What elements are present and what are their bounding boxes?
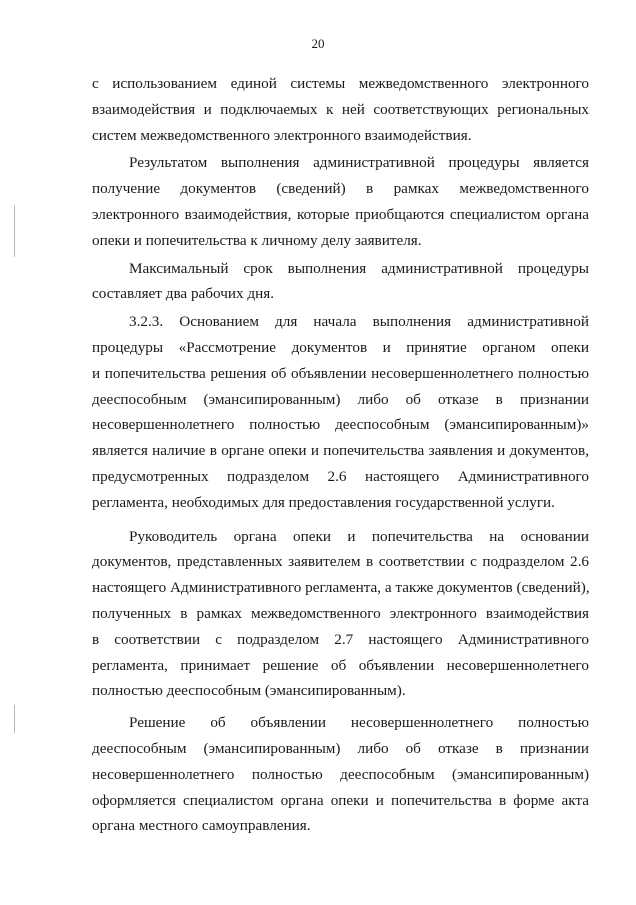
text-line: дееспособным (эмансипированным) либо об отказе в признании [92,390,589,408]
text-line: процедуры «Рассмотрение документов и принятие органом опеки [92,338,589,356]
text-line: Результатом выполнения административной процедуры является [129,154,589,172]
text-line: регламента, необходимых для предоставления государственной услуги. [92,493,555,511]
text-line: получение документов (сведений) в рамках межведомственного [92,180,589,198]
text-line: Максимальный срок выполнения административной процедуры [129,259,589,277]
text-line: несовершеннолетнего полностью дееспособным (эмансипированным) [92,765,589,783]
text-line: опеки и попечительства к личному делу заявителя. [92,231,422,249]
text-line: несовершеннолетнего полностью дееспособным (эмансипированным)» [92,416,589,434]
text-line: Решение об объявлении несовершеннолетнего полностью [129,714,589,732]
text-line: настоящего Административного регламента, а также документов (сведений), [92,579,590,597]
text-line: документов, представленных заявителем в соответствии с подразделом 2.6 [92,553,589,571]
paragraph [92,71,589,148]
text-line: взаимодействия и подключаемых к ней соответствующих региональных [92,100,589,118]
text-line: в соответствии с подразделом 2.7 настоящего Административного [92,630,589,648]
text-line: является наличие в органе опеки и попечительства заявления и документов, [92,442,589,460]
paragraph [92,710,589,839]
paragraph [92,524,589,705]
text-line: дееспособным (эмансипированным) либо об отказе в признании [92,739,589,757]
document-body [92,71,589,839]
text-line: и попечительства решения об объявлении несовершеннолетнего полностью [92,364,589,382]
paragraph [92,256,589,308]
text-line: с использованием единой системы межведомственного электронного [92,75,589,92]
text-line: оформляется специалистом органа опеки и попечительства в форме акта [92,791,589,809]
paragraph [92,150,589,253]
text-line: регламента, принимает решение об объявлении несовершеннолетнего [92,656,589,674]
text-line: составляет два рабочих дня. [92,285,275,303]
text-line: органа местного самоуправления. [92,817,311,835]
paragraph [92,309,589,515]
text-line: 3.2.3. Основанием для начала выполнения административной [129,313,589,331]
scan-edge-mark [14,205,15,257]
page-number: 20 [311,36,325,51]
text-line: полностью дееспособным (эмансипированным). [92,682,406,700]
text-line: электронного взаимодействия, которые приобщаются специалистом органа [92,205,589,223]
text-line: предусмотренных подразделом 2.6 настоящего Административного [92,467,589,485]
text-line: полученных в рамках межведомственного электронного взаимодействия [92,604,589,622]
text-line: систем межведомственного электронного взаимодействия. [92,126,472,144]
scan-edge-mark [14,705,15,733]
text-line: Руководитель органа опеки и попечительства на основании [129,527,589,545]
